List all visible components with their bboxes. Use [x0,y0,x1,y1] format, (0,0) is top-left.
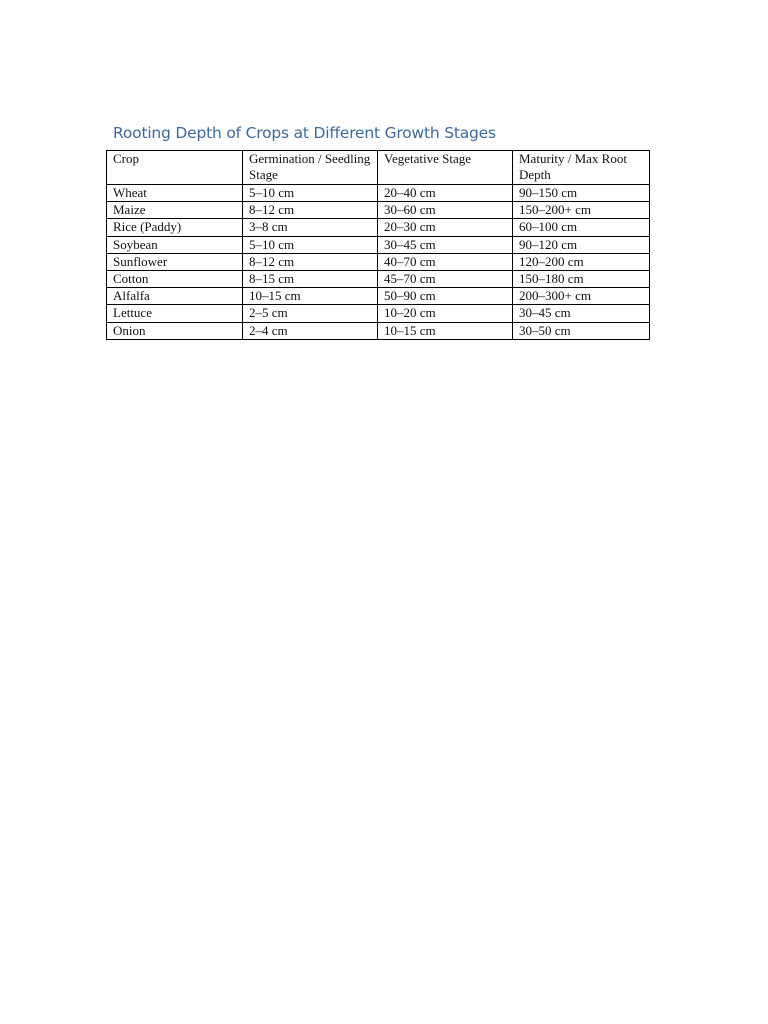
cell-germination: 5–10 cm [243,185,378,202]
cell-crop: Soybean [107,236,243,253]
cell-vegetative: 20–40 cm [378,185,513,202]
table-header-row [107,151,650,185]
cell-crop: Lettuce [107,305,243,322]
header-vegetative: Vegetative Stage [378,151,513,185]
table-row [107,185,650,202]
cell-germination: 3–8 cm [243,219,378,236]
cell-maturity: 150–200+ cm [513,202,650,219]
table-row [107,322,650,339]
cell-maturity: 30–50 cm [513,322,650,339]
cell-maturity: 30–45 cm [513,305,650,322]
cell-vegetative: 10–20 cm [378,305,513,322]
cell-crop: Onion [107,322,243,339]
cell-vegetative: 40–70 cm [378,253,513,270]
cell-crop: Maize [107,202,243,219]
document-title: Rooting Depth of Crops at Different Growth Stages [113,124,496,142]
cell-germination: 5–10 cm [243,236,378,253]
table-row [107,305,650,322]
rooting-depth-table [106,150,650,340]
cell-germination: 10–15 cm [243,288,378,305]
cell-crop: Wheat [107,185,243,202]
table-row [107,202,650,219]
header-maturity-max-root: Maturity / Max Root Depth [513,151,650,185]
cell-vegetative: 30–60 cm [378,202,513,219]
cell-germination: 8–12 cm [243,253,378,270]
cell-crop: Alfalfa [107,288,243,305]
cell-germination: 8–12 cm [243,202,378,219]
cell-crop: Cotton [107,271,243,288]
table-row [107,271,650,288]
cell-vegetative: 20–30 cm [378,219,513,236]
cell-vegetative: 10–15 cm [378,322,513,339]
cell-maturity: 120–200 cm [513,253,650,270]
cell-germination: 2–5 cm [243,305,378,322]
cell-maturity: 60–100 cm [513,219,650,236]
cell-vegetative: 30–45 cm [378,236,513,253]
cell-maturity: 150–180 cm [513,271,650,288]
cell-vegetative: 50–90 cm [378,288,513,305]
table-row [107,288,650,305]
header-germination-seedling: Germination / Seedling Stage [243,151,378,185]
cell-maturity: 90–150 cm [513,185,650,202]
cell-crop: Rice (Paddy) [107,219,243,236]
cell-germination: 2–4 cm [243,322,378,339]
cell-vegetative: 45–70 cm [378,271,513,288]
cell-maturity: 200–300+ cm [513,288,650,305]
cell-crop: Sunflower [107,253,243,270]
table-row [107,253,650,270]
table-row [107,219,650,236]
cell-germination: 8–15 cm [243,271,378,288]
header-crop: Crop [107,151,243,185]
cell-maturity: 90–120 cm [513,236,650,253]
table-row [107,236,650,253]
